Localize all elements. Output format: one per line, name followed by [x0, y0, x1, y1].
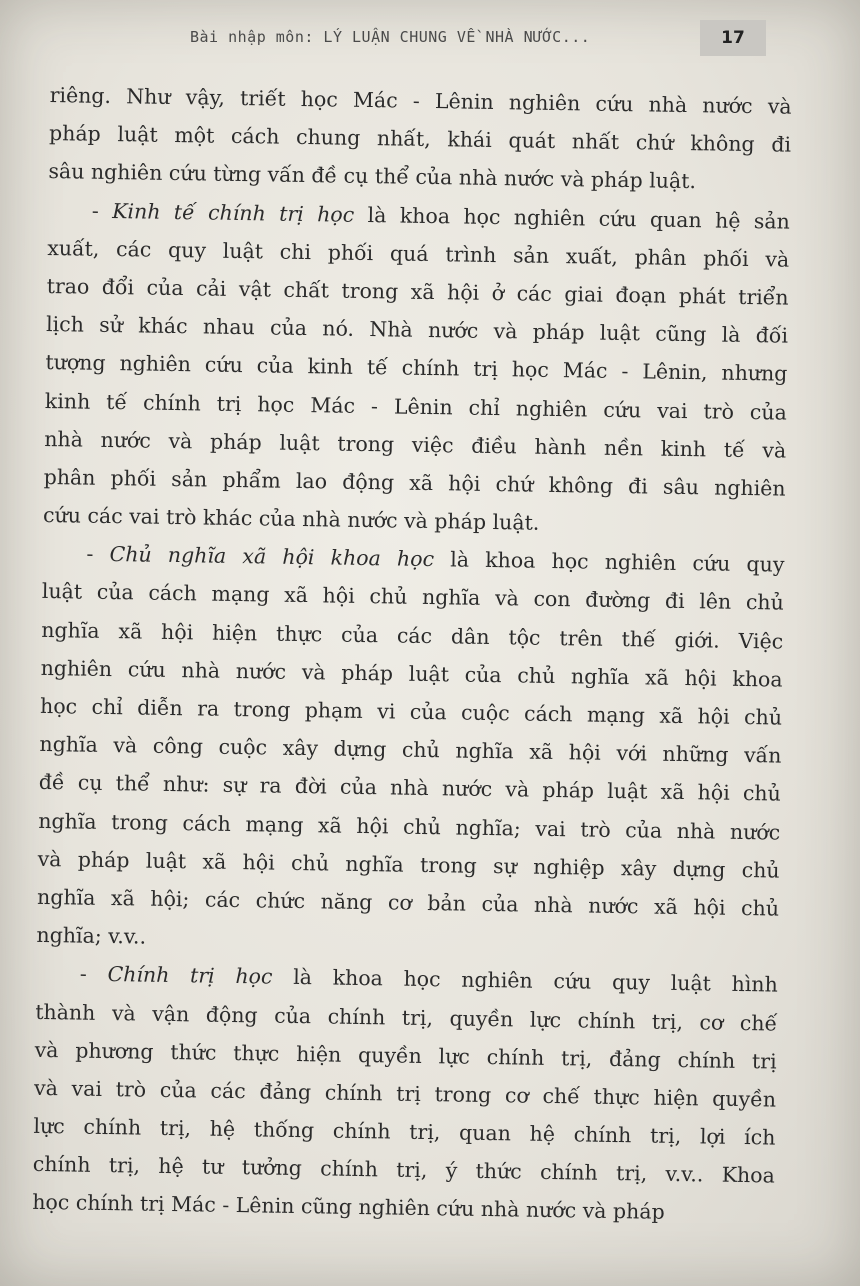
page-number: 17 [700, 20, 766, 56]
running-header [0, 20, 860, 60]
line-text: nghiên cứu nhà nước và pháp luật của chủ nghĩa xã hội khoa [40, 655, 783, 692]
line-text: đề cụ thể như: sự ra đời của nhà nước và pháp luật xã hội chủ [38, 770, 782, 806]
line-text: nghĩa xã hội; các chức năng cơ bản của nhà nước xã hội chủ [36, 884, 780, 921]
line-text: nghĩa; v.v.. [36, 923, 147, 949]
line-text: học chính trị Mác - Lênin cũng nghiên cứu nhà nước và pháp [32, 1190, 665, 1225]
line-text: nhà nước và pháp luật trong việc điều hành nền kinh tế và [44, 426, 787, 463]
line-text: trao đổi của cải vật chất trong xã hội ở các giai đoạn phát triển [46, 273, 789, 310]
line-text: chính trị, hệ tư tưởng chính trị, ý thức chính trị, v.v.. Khoa [32, 1152, 776, 1188]
line-text: phân phối sản phẩm lao động xã hội chứ không đi sâu nghiên [43, 464, 786, 501]
line-text: là khoa học nghiên cứu quan hệ sản [354, 202, 790, 234]
italic-term: Chính trị học [107, 962, 273, 989]
line-text: luật của cách mạng xã hội chủ nghĩa và con đường đi lên chủ [41, 579, 785, 616]
list-dash: - [91, 198, 113, 223]
line-text: nghĩa và công cuộc xây dựng chủ nghĩa xã hội với những vấn [39, 732, 782, 768]
line-text: kinh tế chính trị học Mác - Lênin chỉ nghiên cứu vai trò của [44, 388, 787, 425]
line-text: xuất, các quy luật chi phối quá trình sản xuất, phân phối và [47, 235, 790, 272]
line-text: sâu nghiên cứu từng vấn đề cụ thể của nhà nước và pháp luật. [48, 159, 697, 194]
line-text: và pháp luật xã hội chủ nghĩa trong sự nghiệp xây dựng chủ [37, 846, 780, 883]
line-text: riêng. Như vậy, triết học Mác - Lênin nghiên cứu nhà nước và [49, 82, 792, 119]
line-text: nghĩa trong cách mạng xã hội chủ nghĩa; vai trò của nhà nước [38, 808, 781, 845]
line-text: và vai trò của các đảng chính trị trong cơ chế thực hiện quyền [33, 1075, 777, 1112]
line-text: và phương thức thực hiện quyền lực chính trị, đảng chính trị [34, 1037, 777, 1074]
line-text: là khoa học nghiên cứu quy [433, 547, 785, 577]
list-dash: - [86, 541, 110, 567]
list-dash: - [79, 961, 108, 987]
line-text: cứu các vai trò khác của nhà nước và pháp luật. [42, 503, 540, 535]
line-text: thành và vận động của chính trị, quyền lực chính trị, cơ chế [35, 999, 778, 1036]
italic-term: Chủ nghĩa xã hội khoa học [109, 542, 435, 572]
line-text: nghĩa xã hội hiện thực của các dân tộc trên thế giới. Việc [41, 617, 784, 654]
body-text [32, 76, 792, 1233]
running-title: Bài nhập môn: LÝ LUẬN CHUNG VỀ NHÀ NƯỚC... [190, 28, 591, 46]
line-text: là khoa học nghiên cứu quy luật hình [272, 964, 778, 997]
italic-term: Kinh tế chính trị học [112, 198, 355, 227]
line-text: lịch sử khác nhau của nó. Nhà nước và pháp luật cũng là đối [45, 312, 789, 348]
line-text: pháp luật một cách chung nhất, khái quát nhất chứ không đi [48, 121, 792, 157]
line-text: lực chính trị, hệ thống chính trị, quan hệ chính trị, lợi ích [33, 1113, 776, 1150]
line-text: tượng nghiên cứu của kinh tế chính trị học Mác - Lênin, nhưng [45, 350, 788, 386]
line-text: học chỉ diễn ra trong phạm vi của cuộc cách mạng xã hội chủ [39, 693, 783, 730]
